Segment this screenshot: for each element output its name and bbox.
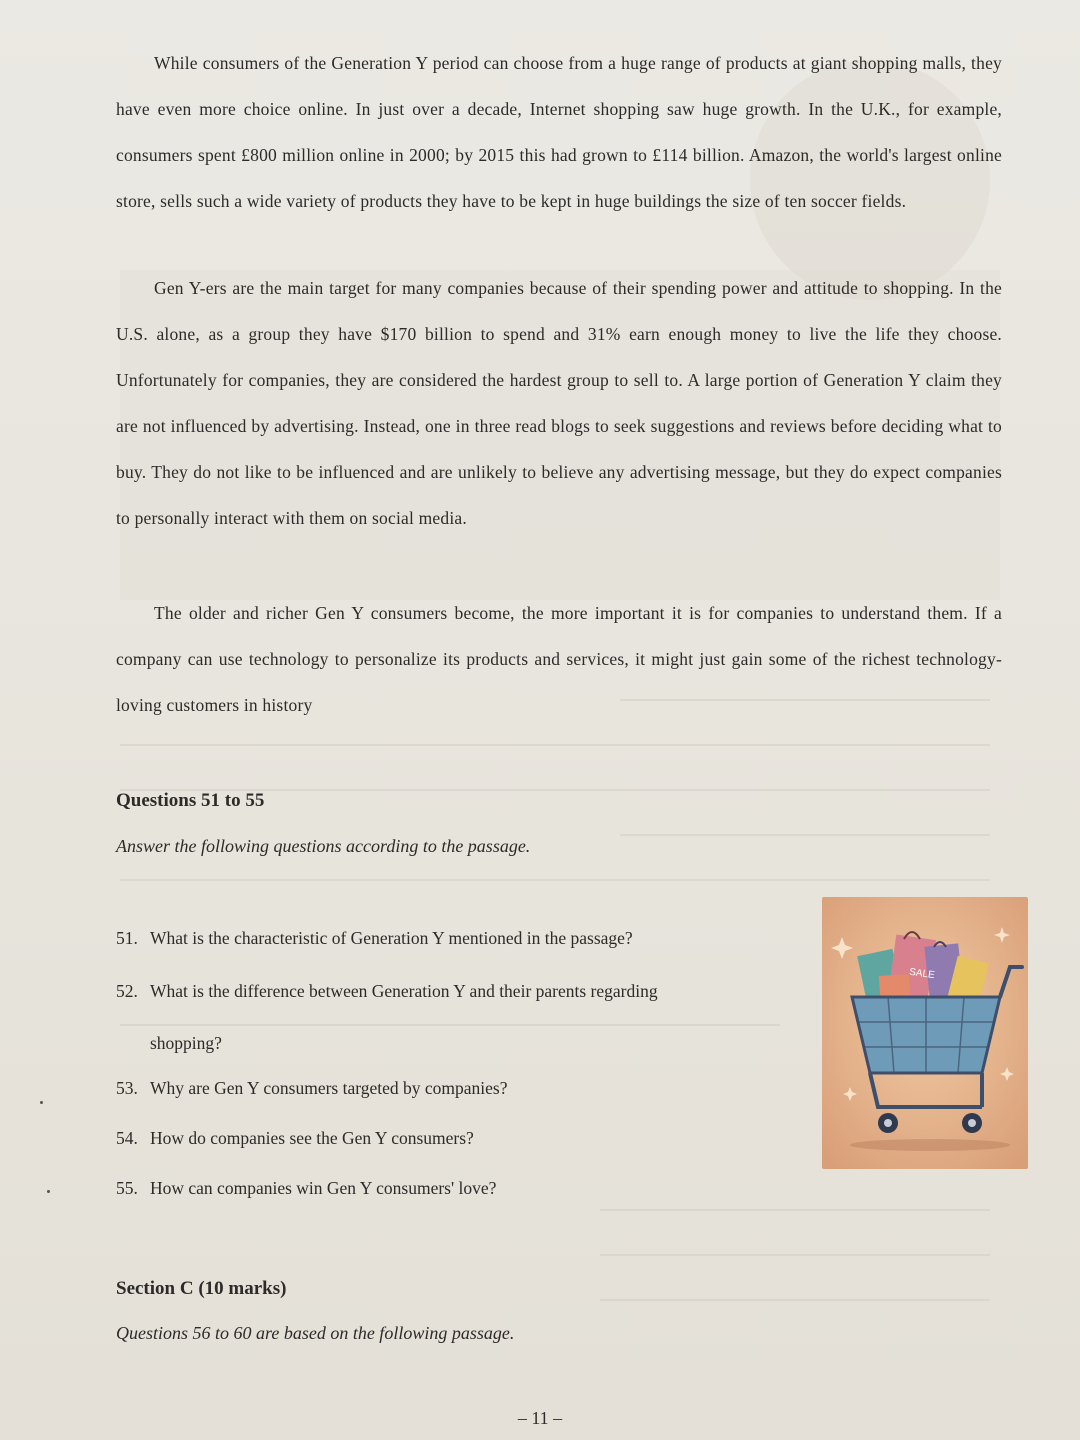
margin-mark [40, 1101, 43, 1104]
question-52: 52. What is the difference between Generation Y and their parents regarding [116, 981, 658, 1001]
passage-paragraph-1: While consumers of the Generation Y period can choose from a huge range of products at giant shopping malls, they have even more choice online. In just over a decade, Internet shopping saw huge growth. In the U.K., for example, consumers spent £800 million online in 2000; by 2015 this had grown to £114 billion. Amazon, the world's largest online store, sells such a wide variety of products they have to be kept in huge buildings the size of ten soccer fields. [116, 53, 1002, 211]
question-52-continuation: shopping? [150, 1033, 222, 1053]
question-51: 51. What is the characteristic of Generation Y mentioned in the passage? [116, 928, 633, 948]
question-55: 55. How can companies win Gen Y consumers' love? [116, 1178, 497, 1198]
margin-mark [47, 1190, 50, 1193]
passage-paragraph-3: The older and richer Gen Y consumers become, the more important it is for companies to understand them. If a company can use technology to personalize its products and services, it might just gain some of the richest technology-loving customers in history [116, 603, 1002, 715]
bag-label: SALE [908, 966, 936, 982]
section-c-heading: Section C (10 marks) [116, 1278, 287, 1299]
passage-paragraph-2: Gen Y-ers are the main target for many companies because of their spending power and attitude to shopping. In the U.S. alone, as a group they have $170 billion to spend and 31% earn enough money to live the life they choose. Unfortunately for companies, they are considered the hardest group to sell to. A large portion of Generation Y claim they are not influenced by advertising. Instead, one in three read blogs to seek suggestions and reviews before deciding what to buy. They do not like to be influenced and are unlikely to believe any advertising message, but they do expect companies to personally interact with them on social media. [116, 278, 1002, 528]
shopping-cart-illustration [822, 897, 1028, 1169]
question-54: 54. How do companies see the Gen Y consumers? [116, 1128, 474, 1148]
page-number: – 11 – [517, 1408, 563, 1428]
shopping-cart-icon [822, 897, 1028, 1169]
question-53: 53. Why are Gen Y consumers targeted by companies? [116, 1078, 508, 1098]
questions-heading: Questions 51 to 55 [116, 790, 265, 811]
section-c-instruction: Questions 56 to 60 are based on the following passage. [116, 1323, 515, 1343]
questions-instruction: Answer the following questions according to the passage. [116, 836, 531, 856]
